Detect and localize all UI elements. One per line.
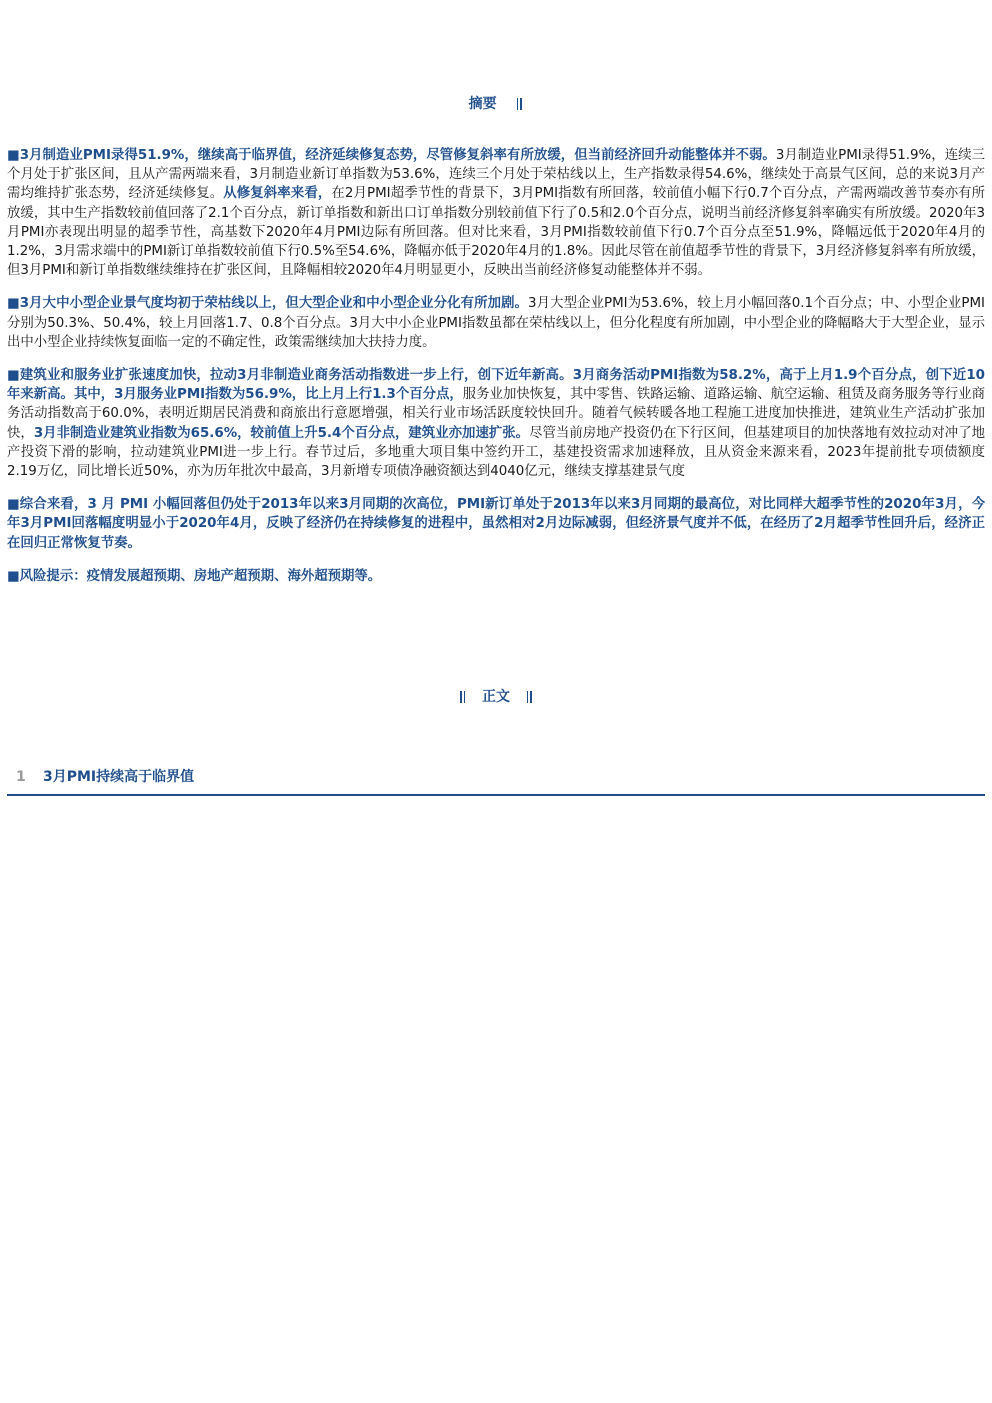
bar-ornament	[530, 691, 532, 703]
body-text: 服务业加快恢复，其中零售、铁路运输、道路运输、航空运输、租赁及商务服务等行业商务活动指数高于60.0%，表明近期居民消费和商旅出行意愿增强，相关行业市场活跃度较快回升。随着气候转暖各地工程施工进度加快推进，建筑业生产活动扩张加快，	[7, 387, 986, 441]
highlight-text: ■3月大中小型企业景气度均初于荣枯线以上，但大型企业和中小型企业分化有所加剧。	[7, 296, 529, 312]
highlight-text: ■综合来看，3 月 PMI 小幅回落但仍处于2013年以来3月同期的次高位，PMI新订单处于2013年以来3月同期的最高位，对比同样大超季节性的2020年3月，今年3月PMI回落幅度明显小于2020年4月，反映了经济仍在持续修复的进程中，虽然相对2月边际减弱，但经济景气度并不低，在经历了2月超季节性回升后，经济正在回归正常恢复节奏。	[7, 497, 985, 551]
section-heading	[7, 766, 985, 796]
section-number: 1	[16, 769, 26, 785]
body-text: 3月制造业PMI录得51.9%，连续三个月处于扩张区间，且从产需两端来看，3月制造业新订单指数为53.6%，连续三个月处于荣枯线以上，生产指数录得54.6%，继续处于高景气区间，总的来说3月产需均维持扩张态势，经济延续修复。	[7, 148, 985, 202]
abstract-paragraph	[7, 495, 985, 553]
abstract-paragraph	[7, 146, 985, 280]
abstract-title-text: 摘要	[468, 96, 497, 112]
bar-ornament	[464, 691, 465, 703]
abstract-paragraph	[7, 567, 985, 586]
abstract-heading	[0, 93, 992, 113]
abstract-paragraph	[7, 294, 985, 352]
highlight-text: ■3月制造业PMI录得51.9%，继续高于临界值，经济延续修复态势，尽管修复斜率有所放缓，但当前经济回升动能整体并不弱。	[7, 148, 776, 163]
highlight-text: ■风险提示：疫情发展超预期、房地产超预期、海外超预期等。	[7, 568, 382, 584]
section-title: 3月PMI持续高于临界值	[43, 769, 195, 785]
abstract-paragraph	[7, 366, 985, 481]
highlight-text: 从修复斜率来看，	[223, 186, 332, 202]
abstract-body	[7, 146, 985, 600]
body-text: 在2月PMI超季节性的背景下，3月PMI指数有所回落，较前值小幅下行0.7个百分点，产需两端改善节奏亦有所放缓，其中生产指数较前值回落了2.1个百分点，新订单指数和新出口订单指数分别较前值下行了0.5和2.0个百分点，说明当前经济修复斜率确实有所放缓。2020年3月PMI亦表现出明显的超季节性，高基数下2020年4月PMI边际有所回落。但对比来看，3月PMI指数较前值下行0.7个百分点至51.9%，降幅远低于2020年4月的1.2%，3月需求端中的PMI新订单指数较前值下行0.5%至54.6%，降幅亦低于2020年4月的1.8%。因此尽管在前值超季节性的背景下，3月经济修复斜率有所放缓，但3月PMI和新订单指数继续维持在扩张区间，且降幅相较2020年4月明显更小，反映出当前经济修复动能整体并不弱。	[7, 186, 985, 279]
bar-ornament	[460, 691, 462, 703]
body-text: 3月大型企业PMI为53.6%，较上月小幅回落0.1个百分点；中、小型企业PMI分别为50.3%、50.4%，较上月回落1.7、0.8个百分点。3月大中小企业PMI指数虽都在荣枯线以上，但分化程度有所加剧，中小型企业的降幅略大于大型企业，显示出中小型企业持续恢复面临一定的不确定性，政策需继续加大扶持力度。	[7, 296, 985, 350]
highlight-text: ■建筑业和服务业扩张速度加快，拉动3月非制造业商务活动指数进一步上行，创下近年新高。3月商务活动PMI指数为58.2%，高于上月1.9个百分点，创下近10年来新高。其中，3月服务业PMI指数为56.9%，比上月上行1.3个百分点，	[7, 368, 985, 403]
bar-ornament	[517, 98, 518, 110]
highlight-text: 3月非制造业建筑业指数为65.6%，较前值上升5.4个百分点，建筑业亦加速扩张。	[33, 425, 530, 441]
bar-ornament	[520, 98, 522, 110]
body-title-text: 正文	[482, 689, 510, 705]
body-text: 尽管当前房地产投资仍在下行区间，但基建项目的加快落地有效拉动对冲了地产投资下滑的影响，拉动建筑业PMI进一步上行。春节过后，多地重大项目集中签约开工，基建投资需求加速释放，且从资金来源来看，2023年提前批专项债额度2.19万亿，同比增长近50%，亦为历年批次中最高，3月新增专项债净融资额达到4040亿元，继续支撑基建景气度	[7, 425, 986, 480]
body-heading	[0, 686, 992, 706]
bar-ornament	[527, 691, 528, 703]
